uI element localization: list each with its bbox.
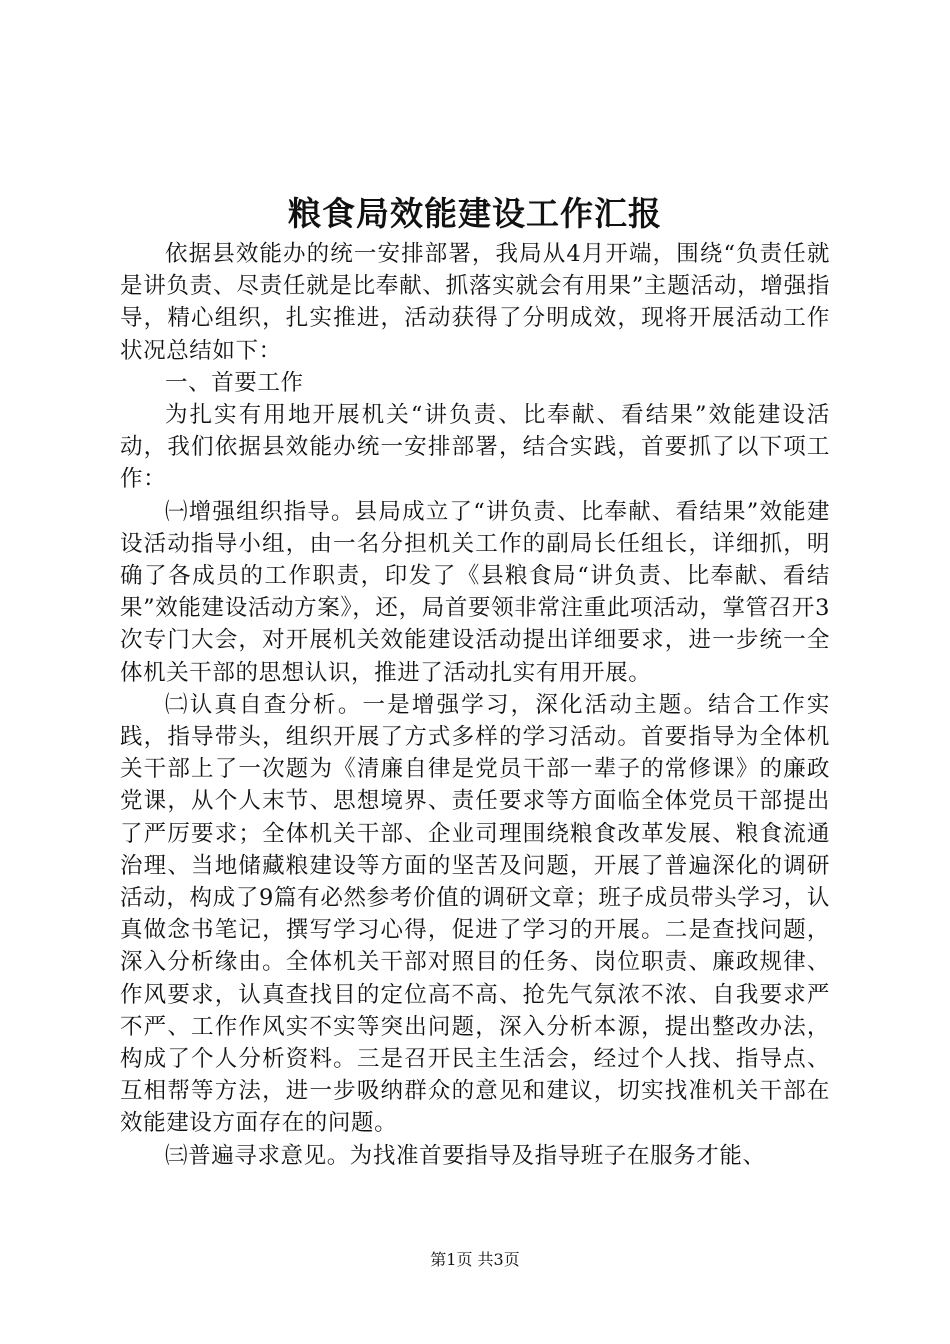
paragraph-item-2: ㈡认真自查分析。一是增强学习，深化活动主题。结合工作实践，指导带头，组织开展了方式多样的学习活动。首要指导为全体机关干部上了一次题为《清廉自律是党员干部一辈子的常修课》的廉政党课，从个人末节、思想境界、责任要求等方面临全体党员干部提出了严厉要求；全体机关干部、企业司理围绕粮食改革发展、粮食流通治理、当地储藏粮建设等方面的坚苦及问题，开展了普遍深化的调研活动，构成了9篇有必然参考价值的调研文章；班子成员带头学习，认真做念书笔记，撰写学习心得，促进了学习的开展。二是查找问题，深入分析缘由。全体机关干部对照目的任务、岗位职责、廉政规律、作风要求，认真查找目的定位高不高、抢先气氛浓不浓、自我要求严不严、工作作风实不实等突出问题，深入分析本源，提出整改办法，构成了个人分析资料。三是召开民主生活会，经过个人找、指导点、互相帮等方法，进一步吸纳群众的意见和建议，切实找准机关干部在效能建设方面存在的问题。 (120, 691, 830, 1137)
paragraph-item-1: ㈠增强组织指导。县局成立了“讲负责、比奉献、看结果”效能建设活动指导小组，由一名分担机关工作的副局长任组长，详细抓，明确了各成员的工作职责，印发了《县粮食局“讲负责、比奉献、看结果”效能建设活动方案》，还，局首要领非常注重此项活动，掌管召开3次专门大会，对开展机关效能建设活动提出详细要求，进一步统一全体机关干部的思想认识，推进了活动扎实有用开展。 (120, 498, 830, 686)
paragraph-intro: 依据县效能办的统一安排部署，我局从4月开端，围绕“负责任就是讲负责、尽责任就是比奉献、抓落实就会有用果”主题活动，增强指导，精心组织，扎实推进，活动获得了分明成效，现将开展活动工作状况总结如下： (120, 241, 830, 364)
document-title: 粮食局效能建设工作汇报 (288, 194, 662, 233)
paragraph-section-intro: 为扎实有用地开展机关“讲负责、比奉献、看结果”效能建设活动，我们依据县效能办统一安排部署，结合实践，首要抓了以下项工作： (120, 402, 830, 493)
paragraph-item-3: ㈢普遍寻求意见。为找准首要指导及指导班子在服务才能、 (165, 1142, 766, 1169)
document-body (120, 238, 830, 1172)
page-footer: 第1页 共3页 (430, 1250, 520, 1269)
section-heading: 一、首要工作 (165, 369, 304, 396)
